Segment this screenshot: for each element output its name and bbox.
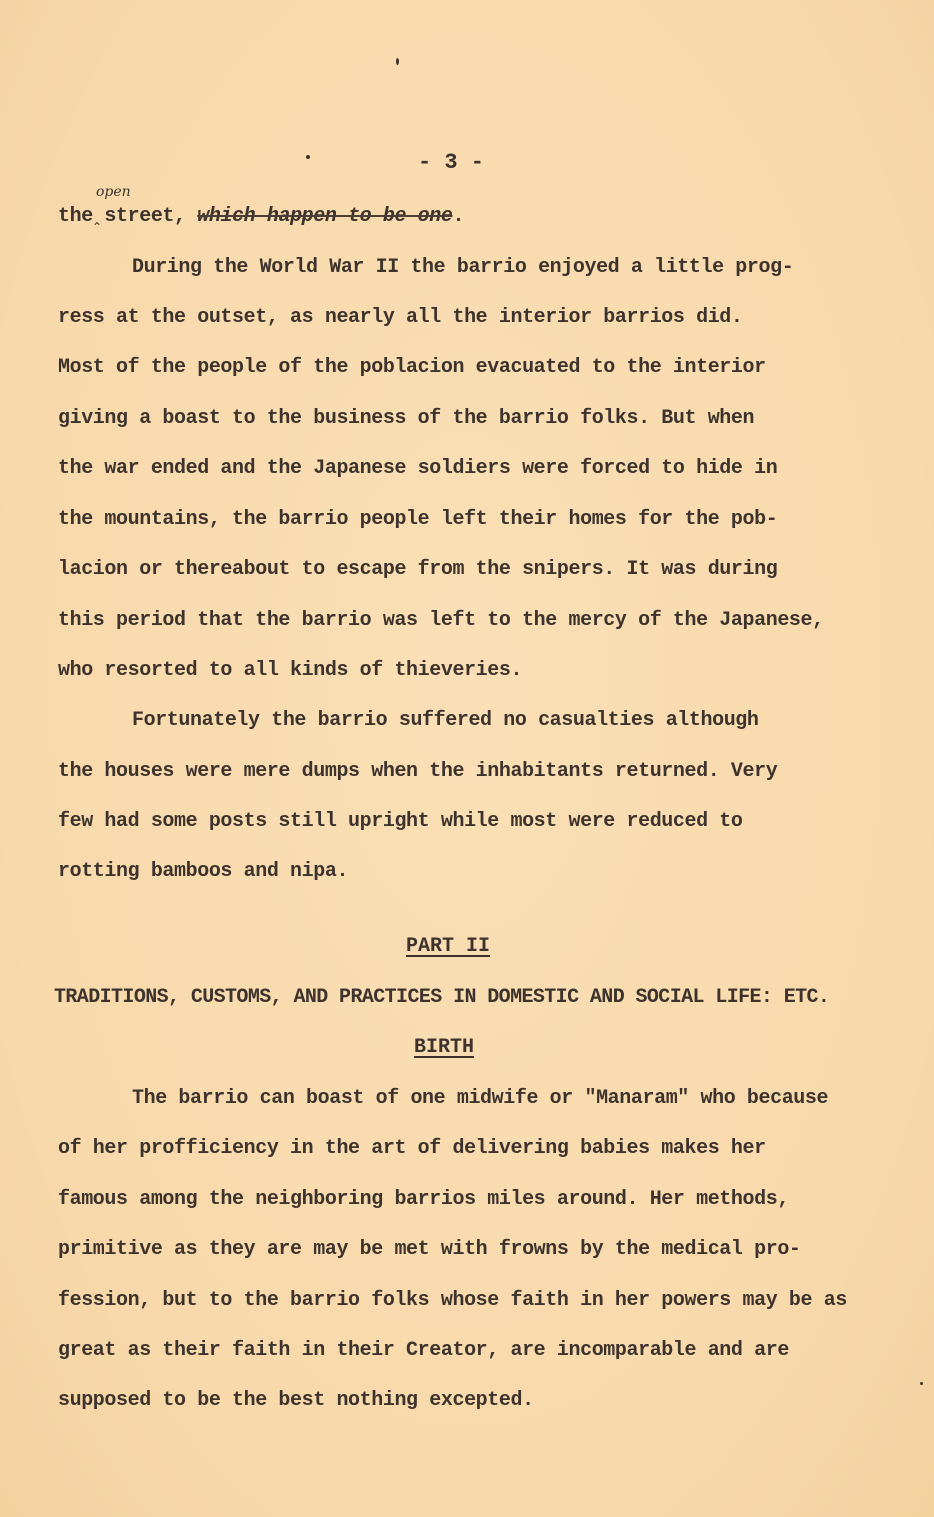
paragraph3-line: famous among the neighboring barrios miles around. Her methods,	[58, 1188, 789, 1211]
ink-speck	[396, 58, 399, 65]
paragraph3-line: supposed to be the best nothing excepted.	[58, 1389, 534, 1412]
birth-heading: BIRTH	[414, 1036, 475, 1059]
paragraph1-line: lacion or thereabout to escape from the snipers. It was during	[58, 558, 778, 581]
part-heading: PART II	[406, 935, 491, 958]
insertion-caret-icon: ⌃	[92, 220, 103, 234]
paragraph3-line: great as their faith in their Creator, are incomparable and are	[58, 1339, 789, 1362]
paragraph3-line: The barrio can boast of one midwife or "Manaram" who because	[132, 1087, 829, 1110]
ink-speck	[306, 155, 310, 159]
paragraph1-line: this period that the barrio was left to the mercy of the Japanese,	[58, 609, 824, 632]
paragraph3-line: primitive as they are may be met with frowns by the medical pro-	[58, 1238, 801, 1261]
paragraph1-line: the mountains, the barrio people left their homes for the pob-	[58, 508, 778, 531]
paragraph1-line: who resorted to all kinds of thieveries.	[58, 659, 523, 682]
paragraph3-line: fession, but to the barrio folks whose faith in her powers may be as	[58, 1289, 847, 1312]
paragraph3-line: of her profficiency in the art of delivering babies makes her	[58, 1137, 766, 1160]
ink-speck	[920, 1382, 923, 1385]
section-title: TRADITIONS, CUSTOMS, AND PRACTICES IN DOMESTIC AND SOCIAL LIFE: ETC.	[54, 986, 830, 1009]
line-start: the	[58, 205, 93, 228]
paragraph2-line: Fortunately the barrio suffered no casualties although	[132, 709, 759, 732]
page-number: - 3 -	[418, 150, 485, 175]
paragraph2-line: few had some posts still upright while most were reduced to	[58, 810, 743, 833]
paragraph1-line: During the World War II the barrio enjoyed a little prog-	[132, 256, 794, 279]
paragraph1-line: Most of the people of the poblacion evacuated to the interior	[58, 356, 766, 379]
paragraph2-line: the houses were mere dumps when the inhabitants returned. Very	[58, 760, 778, 783]
paragraph1-line: the war ended and the Japanese soldiers were forced to hide in	[58, 457, 778, 480]
handwritten-insertion: open	[96, 184, 131, 200]
paragraph1-line: ress at the outset, as nearly all the interior barrios did.	[58, 306, 743, 329]
struck-out-text: which happen to be one	[197, 205, 453, 228]
paragraph1-line: giving a boast to the business of the barrio folks. But when	[58, 407, 755, 430]
paragraph2-line: rotting bamboos and nipa.	[58, 860, 349, 883]
line-word: street,	[104, 205, 186, 228]
line-end: .	[452, 205, 465, 228]
opening-line	[58, 205, 464, 229]
